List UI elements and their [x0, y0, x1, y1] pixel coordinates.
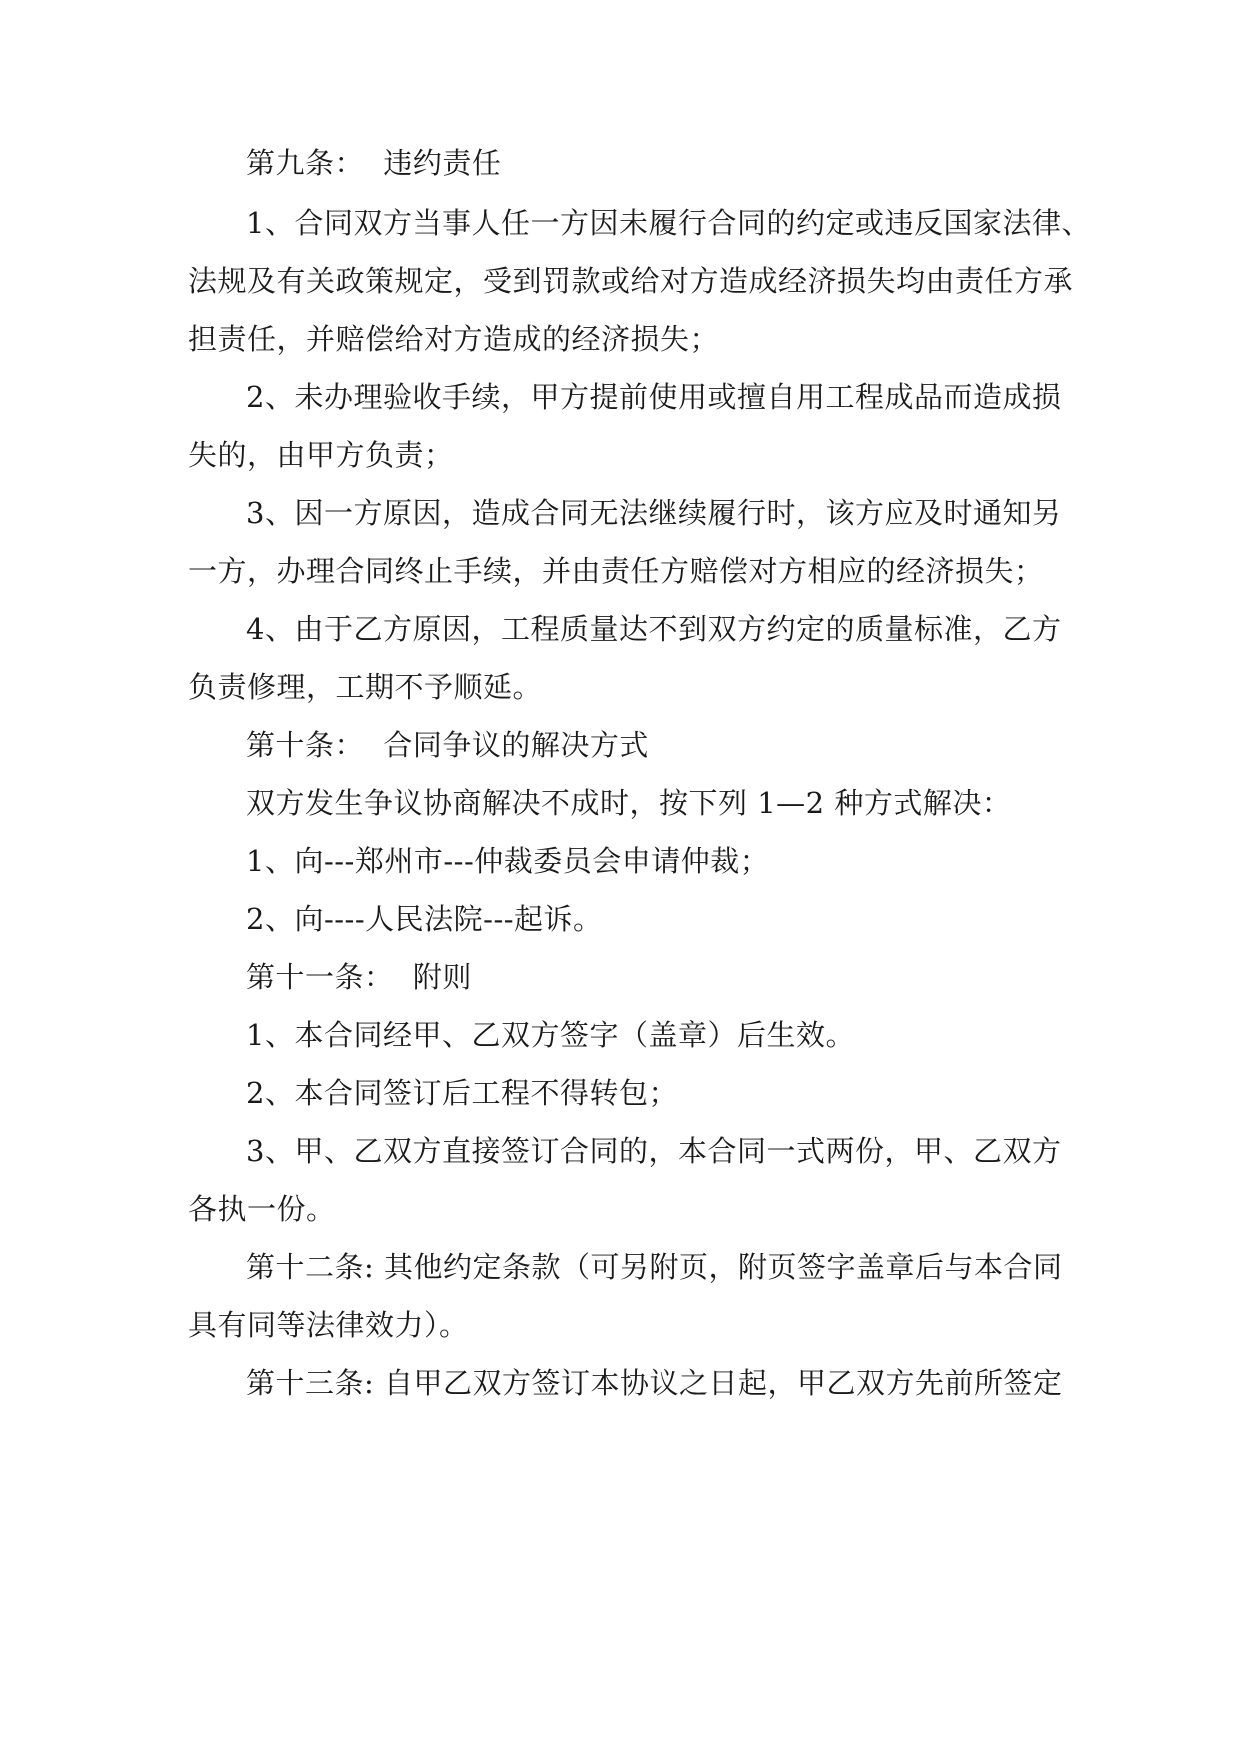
paragraph-line: 4、由于乙方原因，工程质量达不到双方约定的质量标准，乙方: [246, 612, 1062, 646]
paragraph-line: 法规及有关政策规定，受到罚款或给对方造成经济损失均由责任方承: [188, 264, 1074, 298]
paragraph-line: 担责任，并赔偿给对方造成的经济损失；: [188, 322, 720, 356]
paragraph-line: 负责修理，工期不予顺延。: [188, 670, 543, 704]
article-12-paragraph: 第十二条: 其他约定条款（可另附页，附页签字盖章后与本合同: [246, 1250, 1063, 1284]
article-9-heading: 第九条： 违约责任: [246, 146, 502, 180]
article-11-heading: 第十一条： 附则: [246, 960, 472, 994]
article-10-heading: 第十条： 合同争议的解决方式: [246, 728, 649, 762]
paragraph-line: 2、本合同签订后工程不得转包；: [246, 1076, 678, 1110]
paragraph-line: 一方，办理合同终止手续，并由责任方赔偿对方相应的经济损失；: [188, 554, 1044, 588]
paragraph-line: 各执一份。: [188, 1192, 336, 1226]
paragraph-line: 1、本合同经甲、乙双方签字（盖章）后生效。: [246, 1018, 855, 1052]
paragraph-line: 双方发生争议协商解决不成时，按下列 1—2 种方式解决：: [246, 786, 1012, 820]
paragraph-line: 3、因一方原因，造成合同无法继续履行时，该方应及时通知另: [246, 496, 1062, 530]
article-13-paragraph: 第十三条: 自甲乙双方签订本协议之日起，甲乙双方先前所签定: [246, 1366, 1063, 1400]
paragraph-line: 2、未办理验收手续，甲方提前使用或擅自用工程成品而造成损: [246, 380, 1062, 414]
paragraph-line: 1、向---郑州市---仲裁委员会申请仲裁；: [246, 844, 770, 878]
paragraph-line: 失的，由甲方负责；: [188, 438, 454, 472]
paragraph-line: 2、向----人民法院---起诉。: [246, 902, 603, 936]
paragraph-line: 具有同等法律效力）。: [188, 1308, 469, 1342]
paragraph-line: 3、甲、乙双方直接签订合同的，本合同一式两份，甲、乙双方: [246, 1134, 1062, 1168]
paragraph-line: 1、合同双方当事人任一方因未履行合同的约定或违反国家法律、: [246, 206, 1091, 240]
